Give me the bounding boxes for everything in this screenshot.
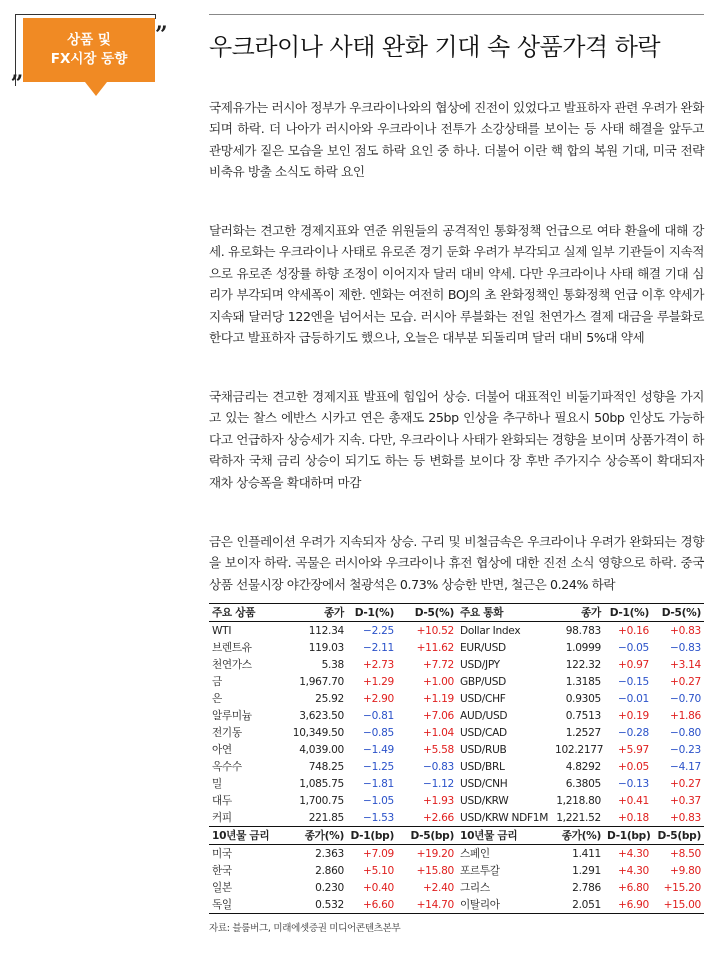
column-header: 주요 상품	[209, 604, 279, 622]
table-cell: 알루미늄	[212, 710, 252, 722]
table-cell: +0.18	[618, 811, 649, 824]
table-cell: +0.40	[363, 881, 394, 894]
table-cell: −0.05	[618, 641, 649, 654]
paragraph-bonds: 국채금리는 견고한 경제지표 발표에 힘입어 상승. 더불어 대표적인 비둘기파적인 성향을 가지고 있는 찰스 에반스 시카고 연은 총재도 25bp 인상을 추구하나 필요시 50bp 인상도 가능하다고 언급하자 상승세가 지속. 다만, 우크라이나 사태가 완화되는 경향을 보이며 상품가격이 하락하자 국채 금리 상승이 되기도 하는 등 변화를 보이다 장 후반 주가지수 상승폭이 확대되자 재차 상승폭을 확대하며 마감	[209, 389, 704, 490]
table-cell: +2.90	[363, 692, 394, 705]
table-cell: +0.27	[670, 777, 701, 790]
table-cell: USD/CNH	[460, 777, 508, 790]
table-cell: 0.230	[315, 881, 344, 894]
column-header: D-5(bp)	[652, 827, 704, 845]
table-cell: AUD/USD	[460, 709, 508, 722]
table-cell: 112.34	[308, 624, 344, 637]
table-cell: +15.20	[663, 881, 701, 894]
table-cell: −1.53	[363, 811, 394, 824]
table-cell: 119.03	[308, 641, 344, 654]
table-cell: 4,039.00	[299, 743, 344, 756]
page-title: 우크라이나 사태 완화 기대 속 상품가격 하락	[209, 33, 661, 61]
table-cell: GBP/USD	[460, 675, 506, 688]
table-cell: 122.32	[565, 658, 601, 671]
table-cell: 98.783	[565, 624, 601, 637]
column-header: D-1(bp)	[347, 827, 397, 845]
table-cell: +0.37	[670, 794, 701, 807]
column-header: D-5(bp)	[397, 827, 457, 845]
table-cell: 미국	[212, 848, 232, 860]
table-row	[209, 741, 704, 758]
table-cell: 일본	[212, 882, 232, 894]
table-row	[209, 775, 704, 792]
table-cell: 1,967.70	[299, 675, 344, 688]
table-cell: 옥수수	[212, 761, 242, 773]
table-cell: Dollar Index	[460, 624, 521, 637]
top-divider	[209, 14, 704, 15]
table-cell: −4.17	[670, 760, 701, 773]
table-cell: −2.25	[363, 624, 394, 637]
table-cell: +11.62	[416, 641, 454, 654]
table-cell: 5.38	[321, 658, 344, 671]
badge-line-2: FX시장 동향	[50, 51, 128, 67]
source-note: 자료: 블룸버그, 미래에셋증권 미디어콘텐츠본부	[209, 923, 401, 934]
table-cell: +2.73	[363, 658, 394, 671]
table-cell: −0.01	[618, 692, 649, 705]
table-cell: −2.11	[363, 641, 394, 654]
table-row	[209, 809, 704, 827]
table-cell: +19.20	[416, 847, 454, 860]
table-cell: 2.860	[315, 864, 344, 877]
table-cell: +0.19	[618, 709, 649, 722]
table-cell: −0.81	[363, 709, 394, 722]
table-cell: 독일	[209, 896, 279, 914]
column-header: 종가	[552, 604, 604, 622]
column-header: 종가(%)	[552, 827, 604, 845]
table-cell: −0.70	[670, 692, 701, 705]
table-cell: 4.8292	[565, 760, 601, 773]
table-cell: 1.291	[572, 864, 601, 877]
table-row	[209, 622, 704, 640]
column-header: D-5(%)	[397, 604, 457, 622]
column-header: D-5(%)	[652, 604, 704, 622]
table-row	[209, 673, 704, 690]
table-header-row	[209, 604, 704, 622]
table-cell: 25.92	[315, 692, 344, 705]
table-row	[209, 690, 704, 707]
table-cell: 1,218.80	[556, 794, 601, 807]
table-cell: 아연	[212, 744, 232, 756]
table-cell: 전기동	[212, 727, 242, 739]
table-cell: 대두	[212, 795, 232, 807]
badge-line-1: 상품 및	[67, 32, 111, 48]
column-header: D-1(%)	[604, 604, 652, 622]
column-header: 10년물 금리	[457, 827, 552, 845]
column-header: 주요 통화	[457, 604, 552, 622]
table-cell: +2.40	[423, 881, 454, 894]
table-cell: 1,700.75	[299, 794, 344, 807]
table-cell: 6.3805	[565, 777, 601, 790]
table-cell: +0.83	[670, 811, 701, 824]
table-row	[209, 724, 704, 741]
table-row	[209, 862, 704, 879]
table-cell: −0.13	[618, 777, 649, 790]
table-cell: +0.41	[618, 794, 649, 807]
paragraph-oil: 국제유가는 러시아 정부가 우크라이나와의 협상에 진전이 있었다고 발표하자 관련 우려가 완화되며 하락. 더 나아가 러시아와 우크라이나 전투가 소강상태를 보이는 등 사태 해결을 앞두고 관망세가 짙은 모습을 보인 점도 하락 요인 중 하나. 더불어 이란 핵 합의 복원 기대, 미국 전략비축유 방출 소식도 하락 요인	[209, 100, 704, 180]
table-cell: +7.06	[423, 709, 454, 722]
table-cell: +1.29	[363, 675, 394, 688]
table-header-row	[209, 827, 704, 845]
table-cell: 1.411	[572, 847, 601, 860]
paragraph-metals: 금은 인플레이션 우려가 지속되자 상승. 구리 및 비철금속은 우크라이나 우려가 완화되는 경향을 보이자 하락. 곡물은 러시아와 우크라이나 휴전 협상에 대한 진전 소식 영향으로 하락. 중국 상품 선물시장 야간장에서 철광석은 0.73% 상승한 반면, 철근은 0.24% 하락	[209, 534, 704, 592]
table-cell: 밀	[212, 778, 222, 790]
table-cell: 0.7513	[565, 709, 601, 722]
table-cell: −0.85	[363, 726, 394, 739]
table-cell: USD/CAD	[460, 726, 507, 739]
table-cell: +14.70	[397, 896, 457, 914]
table-cell: 금	[212, 676, 222, 688]
table-cell: 0.9305	[565, 692, 601, 705]
table-cell: 1.0999	[565, 641, 601, 654]
table-cell: USD/JPY	[460, 658, 500, 671]
table-cell: 1.2527	[565, 726, 601, 739]
table-row	[209, 792, 704, 809]
table-cell: +15.80	[416, 864, 454, 877]
table-cell: +9.80	[670, 864, 701, 877]
table-cell: −1.49	[363, 743, 394, 756]
section-badge	[11, 18, 168, 98]
table-cell: +6.60	[347, 896, 397, 914]
table-cell: +1.86	[670, 709, 701, 722]
table-row	[209, 639, 704, 656]
close-quote-icon: ”	[155, 22, 168, 48]
table-cell: −0.83	[670, 641, 701, 654]
table-cell: 한국	[212, 865, 232, 877]
table-cell: +4.30	[618, 864, 649, 877]
column-header: D-1(%)	[347, 604, 397, 622]
table-row	[209, 656, 704, 673]
table-cell: 그리스	[460, 882, 490, 894]
market-table	[209, 603, 704, 914]
column-header: 10년물 금리	[209, 827, 279, 845]
table-cell: USD/KRW NDF1M	[460, 811, 549, 824]
table-cell: WTI	[212, 624, 232, 637]
table-cell: +7.72	[423, 658, 454, 671]
table-cell: 2.363	[315, 847, 344, 860]
table-row	[209, 758, 704, 775]
table-cell: +0.83	[670, 624, 701, 637]
table-cell: +0.05	[618, 760, 649, 773]
table-cell: +0.16	[618, 624, 649, 637]
table-cell: +1.00	[423, 675, 454, 688]
table-cell: +1.19	[423, 692, 454, 705]
table-cell: −1.25	[363, 760, 394, 773]
table-cell: −1.12	[423, 777, 454, 790]
table-cell: +7.09	[363, 847, 394, 860]
table-cell: 1,221.52	[556, 811, 601, 824]
table-cell: +5.58	[423, 743, 454, 756]
table-row	[209, 707, 704, 724]
section-badge-box	[23, 18, 155, 82]
table-cell: 102.2177	[555, 743, 604, 756]
table-cell: 3,623.50	[299, 709, 344, 722]
table-cell: −0.80	[670, 726, 701, 739]
table-cell: 브렌트유	[212, 642, 252, 654]
table-cell: +5.10	[363, 864, 394, 877]
table-cell: 1,085.75	[299, 777, 344, 790]
table-cell: +1.04	[423, 726, 454, 739]
table-cell: 포르투갈	[460, 865, 500, 877]
table-cell: 221.85	[308, 811, 344, 824]
table-cell: 0.532	[279, 896, 347, 914]
table-row	[209, 845, 704, 863]
table-cell: −0.28	[618, 726, 649, 739]
table-cell: −0.83	[423, 760, 454, 773]
table-cell: USD/CHF	[460, 692, 506, 705]
badge-tail	[85, 82, 107, 96]
table-cell: +6.90	[604, 896, 652, 914]
table-cell: 천연가스	[212, 659, 252, 671]
table-cell: +0.27	[670, 675, 701, 688]
table-cell: USD/BRL	[460, 760, 505, 773]
table-cell: +2.66	[423, 811, 454, 824]
table-cell: +4.30	[618, 847, 649, 860]
table-cell: 10,349.50	[292, 726, 344, 739]
table-cell: +0.97	[618, 658, 649, 671]
column-header: D-1(bp)	[604, 827, 652, 845]
table-cell: USD/KRW	[460, 794, 509, 807]
table-cell: +8.50	[670, 847, 701, 860]
table-cell: 은	[212, 693, 222, 705]
column-header: 종가(%)	[279, 827, 347, 845]
table-cell: 2.786	[572, 881, 601, 894]
table-row	[209, 879, 704, 896]
table-cell: +1.93	[423, 794, 454, 807]
table-cell: 이탈리아	[457, 896, 552, 914]
table-cell: +15.00	[652, 896, 704, 914]
table-cell: 2.051	[552, 896, 604, 914]
paragraph-fx: 달러화는 견고한 경제지표와 연준 위원들의 공격적인 통화정책 언급으로 여타 환율에 대해 강세. 유로화는 우크라이나 사태로 유로존 경기 둔화 우려가 부각되고 실제 일부 기관들이 지속적으로 유로존 성장률 하향 조정이 이어지자 달러 대비 약세. 다만 우크라이나 사태 해결 기대 심리가 부각되며 약세폭이 제한. 엔화는 여전히 BOJ의 초 완화정책인 통화정책 언급 이후 약세가 지속돼 달러당 122엔을 넘어서는 모습. 러시아 루블화는 전일 천연가스 결제 대금을 루블화로 한다고 발표하자 급등하기도 했으나, 오늘은 대부분 되돌리며 달러 대비 5%대 약세	[209, 223, 704, 346]
table-cell: 748.25	[308, 760, 344, 773]
table-cell: −1.81	[363, 777, 394, 790]
table-cell: +6.80	[618, 881, 649, 894]
table-cell: +10.52	[416, 624, 454, 637]
table-cell: EUR/USD	[460, 641, 506, 654]
table-cell: +3.14	[670, 658, 701, 671]
table-cell: 1.3185	[565, 675, 601, 688]
open-quote-icon: „	[11, 58, 24, 84]
table-cell: −0.23	[670, 743, 701, 756]
table-row	[209, 896, 704, 914]
table-cell: +5.97	[618, 743, 649, 756]
column-header: 종가	[279, 604, 347, 622]
table-cell: 커피	[212, 812, 232, 824]
table-cell: 스페인	[460, 848, 490, 860]
market-table-body	[209, 604, 704, 914]
table-cell: −1.05	[363, 794, 394, 807]
table-cell: −0.15	[618, 675, 649, 688]
table-cell: USD/RUB	[460, 743, 507, 756]
